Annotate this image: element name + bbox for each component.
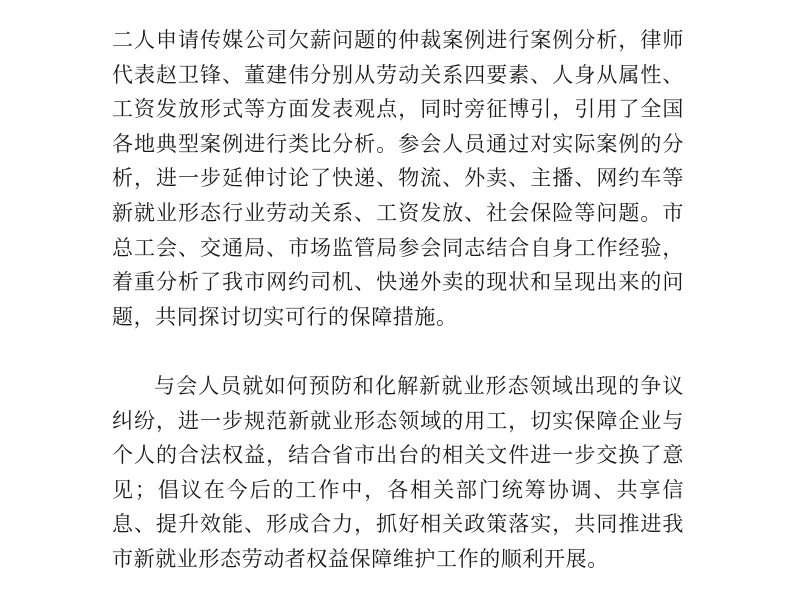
paragraph-case-analysis: 二人申请传媒公司欠薪问题的仲裁案例进行案例分析，律师代表赵卫锋、董建伟分别从劳动关系四要素、人身从属性、工资发放形式等方面发表观点，同时旁征博引，引用了全国各地典型案例进行类比分析。参会人员通过对实际案例的分析，进一步延伸讨论了快递、物流、外卖、主播、网约车等新就业形态行业劳动关系、工资发放、社会保险等问题。市总工会、交通局、市场监管局参会同志结合自身工作经验，着重分析了我市网约司机、快递外卖的现状和呈现出来的问题，共同探讨切实可行的保障措施。 [112,28,684,329]
paragraph-exchange-opinions: 与会人员就如何预防和化解新就业形态领域出现的争议纠纷，进一步规范新就业形态领域的用工，切实保障企业与个人的合法权益，结合省市出台的相关文件进一步交换了意见；倡议在今后的工作中，各相关部门统筹协调、共享信息、提升效能、形成合力，抓好相关政策落实，共同推进我市新就业形态劳动者权益保障维护工作的顺利开展。 [112,374,684,571]
